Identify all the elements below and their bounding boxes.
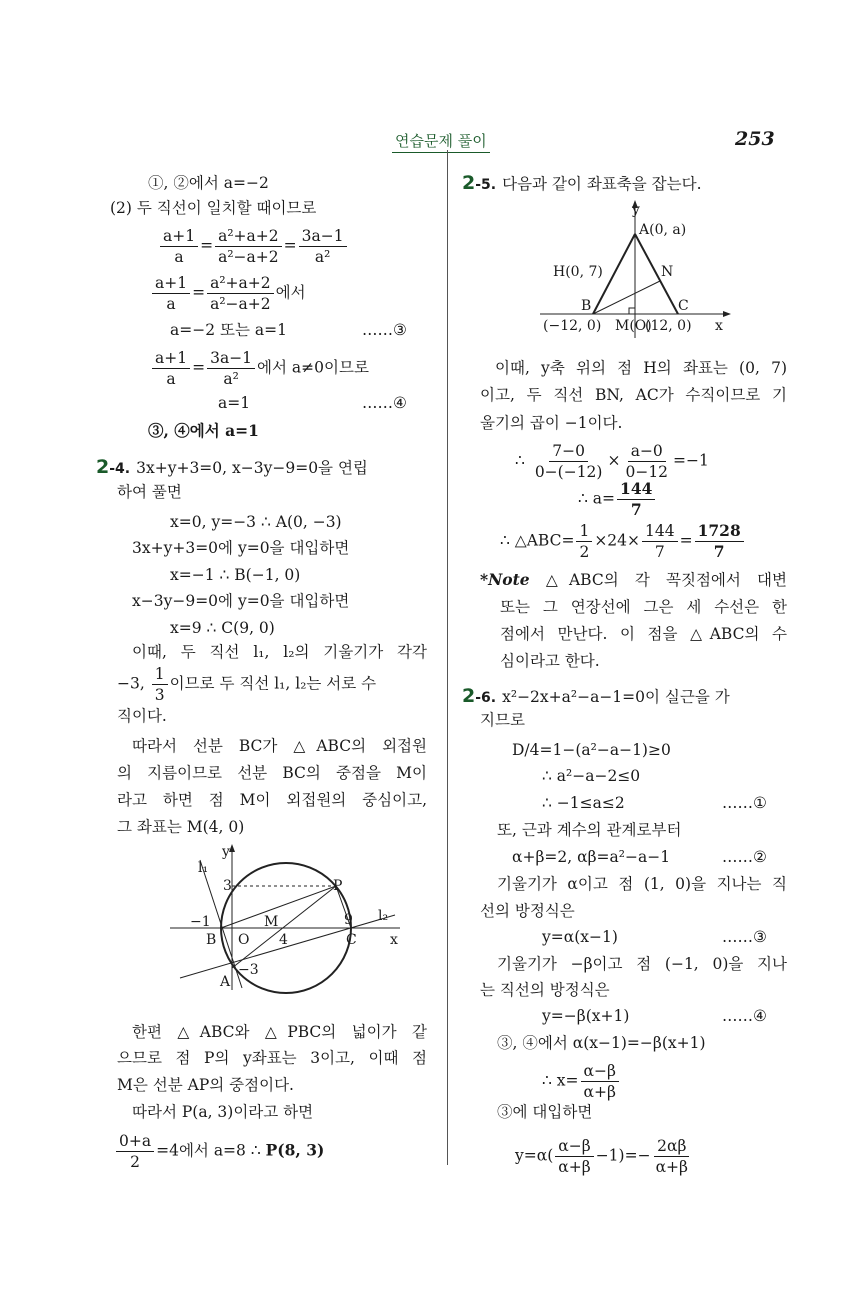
text-line: ①, ②에서 a=−2 xyxy=(148,174,269,192)
note-line: 점에서 만난다. 이 점을 △ABC의 수 xyxy=(500,625,787,643)
text-line: 따라서 P(a, 3)이라고 하면 xyxy=(132,1103,314,1121)
text-line: 3x+y+3=0에 y=0을 대입하면 xyxy=(132,539,350,557)
equation: $\frac{a+1}{a}$ = $\frac{\text{a²+a+2}}{\text{a²−a+2}}$ = $\frac{3a-1}{\text{a²}}$ xyxy=(158,226,349,267)
equation: ∴ a= $\frac{144}{7}$ xyxy=(578,479,657,520)
text-line: 직이다. xyxy=(117,707,167,725)
label-9: 9 xyxy=(344,912,353,928)
label-y: y xyxy=(632,202,640,218)
label-A: A(0, a) xyxy=(639,222,687,238)
label-l1: l₁ xyxy=(198,860,209,876)
equation-mark: ……① xyxy=(722,794,767,812)
triangle-figure xyxy=(535,198,735,338)
text-line: 그 좌표는 M(4, 0) xyxy=(117,818,245,836)
label-B-coords: (−12, 0) xyxy=(543,318,602,334)
text-line: x=0, y=−3 ∴ A(0, −3) xyxy=(170,513,342,531)
label-N: N xyxy=(661,264,674,280)
equation: ∴ x= $\frac{\alpha-\beta}{\alpha+\beta}$ xyxy=(542,1061,621,1102)
text-line: 한편 △ABC와 △PBC의 넓이가 같 xyxy=(132,1023,427,1041)
equation-mark: ……④ xyxy=(722,1007,767,1025)
text-line: x−3y−9=0에 y=0을 대입하면 xyxy=(132,592,350,610)
text-line: ∴ −1≤a≤2 xyxy=(542,794,625,812)
label-M: M xyxy=(264,914,279,930)
text-line: y=α(x−1) xyxy=(542,928,618,946)
text-line: −3, $\frac{1}{3}$ 이므로 두 직선 l₁, l₂는 서로 수 xyxy=(117,665,377,704)
page-number: 253 xyxy=(735,128,775,150)
text-line: M은 선분 AP의 중점이다. xyxy=(117,1076,294,1094)
text-line: 기울기가 −β이고 점 (−1, 0)을 지나 xyxy=(497,955,787,973)
text-line: a=−2 또는 a=1 xyxy=(170,321,287,339)
column-divider xyxy=(447,150,448,1165)
label-C: C xyxy=(678,298,689,314)
equation-mark: ……④ xyxy=(362,394,407,412)
text-line: 이고, 두 직선 BN, AC가 수직이므로 기 xyxy=(480,386,787,404)
text-line: y=−β(x+1) xyxy=(542,1007,630,1025)
text-line: 선의 방정식은 xyxy=(480,902,575,920)
circle-figure xyxy=(160,840,410,995)
equation: $\frac{0+a}{2}$ =4에서 a=8 ∴ P(8, 3) xyxy=(114,1131,324,1172)
problem-2-5-heading: 2-5. 다음과 같이 좌표축을 잡는다. xyxy=(462,172,702,194)
label-O: O xyxy=(238,932,250,948)
note-line: 또는 그 연장선에 그은 세 수선은 한 xyxy=(500,598,787,616)
label-x: x xyxy=(390,932,398,948)
label-minus-1: −1 xyxy=(190,914,211,930)
text-line: 의 지름이므로 선분 BC의 중점을 M이 xyxy=(117,764,427,782)
text-line: 으므로 점 P의 y좌표는 3이고, 이때 점 xyxy=(117,1049,427,1067)
text-line: 이때, y축 위의 점 H의 좌표는 (0, 7) xyxy=(495,359,787,377)
text-line: 하여 풀면 xyxy=(117,483,182,501)
text-line: α+β=2, αβ=a²−a−1 xyxy=(512,848,671,866)
label-l2: l₂ xyxy=(378,908,389,924)
label-H: H(0, 7) xyxy=(553,264,603,280)
label-3: 3 xyxy=(223,878,232,894)
label-C-coords: (12, 0) xyxy=(645,318,692,334)
label-4: 4 xyxy=(279,932,288,948)
text-line: x=−1 ∴ B(−1, 0) xyxy=(170,566,301,584)
equation-mark: ……③ xyxy=(362,321,407,339)
text-line: ③, ④에서 a=1 xyxy=(148,421,259,440)
text-line: 기울기가 α이고 점 (1, 0)을 지나는 직 xyxy=(497,875,787,893)
equation-mark: ……② xyxy=(722,848,767,866)
text-line: 이때, 두 직선 l₁, l₂의 기울기가 각각 xyxy=(132,643,427,661)
text-line: 라고 하면 점 M이 외접원의 중심이고, xyxy=(117,791,427,809)
label-P: P xyxy=(333,878,343,894)
equation: ∴ △ABC= $\frac{1}{2}$ ×24× $\frac{144}{7}$ = $\frac{1728}{7}$ xyxy=(500,521,746,562)
note-line: *Note △ABC의 각 꼭짓점에서 대변 xyxy=(480,570,787,589)
text-line: a=1 xyxy=(218,394,251,412)
text-line: 또, 근과 계수의 관계로부터 xyxy=(497,821,682,839)
text-line: 따라서 선분 BC가 △ABC의 외접원 xyxy=(132,737,427,755)
text-line: 울기의 곱이 −1이다. xyxy=(480,414,623,432)
text-line: ③, ④에서 α(x−1)=−β(x+1) xyxy=(497,1034,706,1052)
text-line: (2) 두 직선이 일치할 때이므로 xyxy=(110,199,317,217)
label-M: M(O) xyxy=(615,318,652,334)
text-line: x=9 ∴ C(9, 0) xyxy=(170,619,275,637)
problem-2-4-heading: 2-4. 3x+y+3=0, x−3y−9=0을 연립 xyxy=(96,456,368,478)
problem-2-6-heading: 2-6. x²−2x+a²−a−1=0이 실근을 가 xyxy=(462,685,730,707)
label-minus-3: −3 xyxy=(238,962,259,978)
label-y: y xyxy=(222,844,230,860)
label-B: B xyxy=(206,932,217,948)
text-line: 는 직선의 방정식은 xyxy=(480,981,610,999)
label-x: x xyxy=(715,318,723,334)
label-B: B xyxy=(581,298,592,314)
text-line: D/4=1−(a²−a−1)≥0 xyxy=(512,741,671,759)
text-line: ③에 대입하면 xyxy=(497,1103,593,1121)
label-C: C xyxy=(346,932,357,948)
equation: $\frac{a+1}{a}$ = $\frac{3a-1}{\text{a²}}$ 에서 a≠0이므로 xyxy=(150,348,369,389)
running-header-title: 연습문제 풀이 xyxy=(392,130,490,153)
equation: ∴ $\frac{7-0}{0-(-12)}$ × $\frac{a-0}{0-12}$ =−1 xyxy=(515,442,709,481)
equation-mark: ……③ xyxy=(722,928,767,946)
text-line: 지므로 xyxy=(480,711,525,729)
note-line: 심이라고 한다. xyxy=(500,652,600,670)
equation: $\frac{a+1}{a}$ = $\frac{\text{a²+a+2}}{\text{a²−a+2}}$ 에서 xyxy=(150,273,306,314)
text-line: ∴ a²−a−2≤0 xyxy=(542,767,641,785)
equation: y=α( $\frac{\alpha-\beta}{\alpha+\beta}$ −1)=− $\frac{2\alpha\beta}{\alpha+\beta}$ xyxy=(515,1137,688,1176)
label-A: A xyxy=(220,974,231,990)
